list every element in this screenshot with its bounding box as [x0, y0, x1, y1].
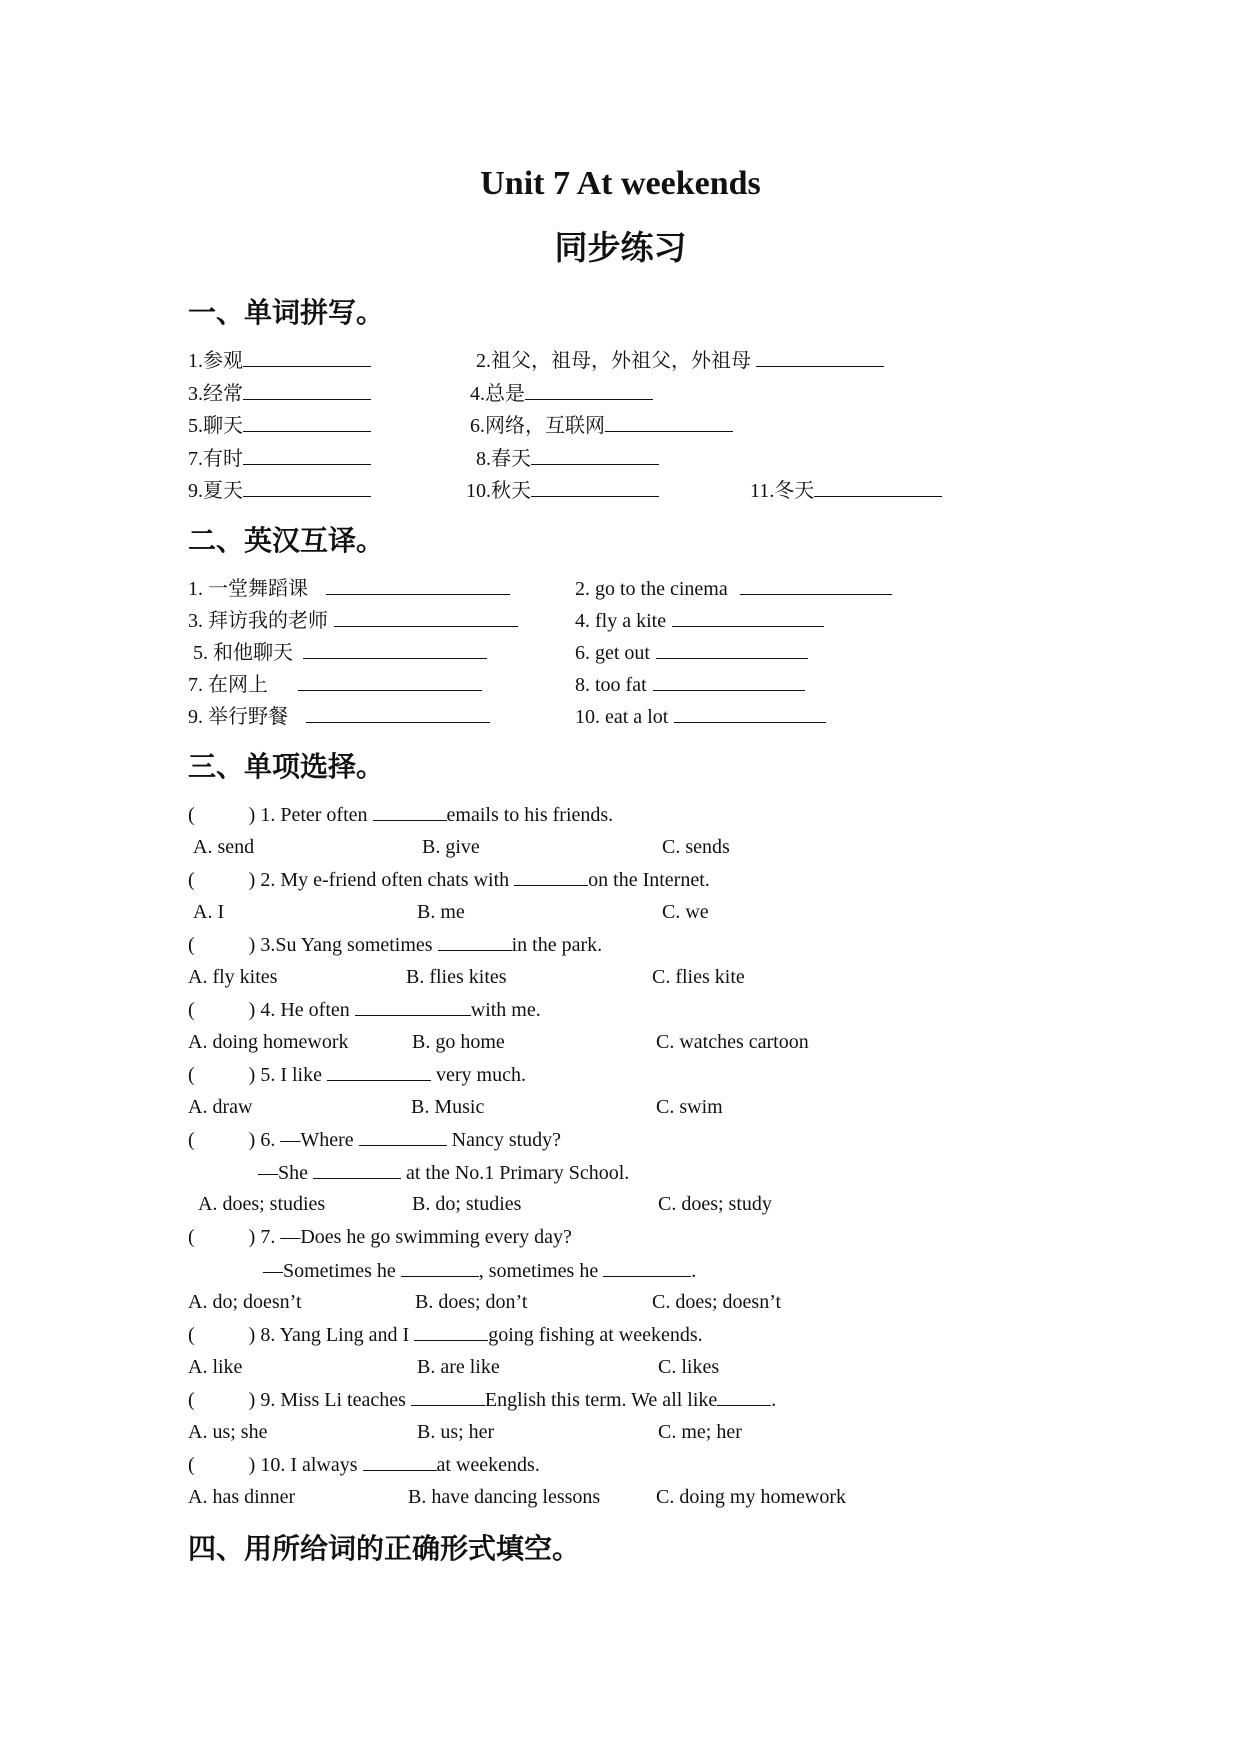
- question-6-line-2: —She at the No.1 Primary School.: [258, 1158, 629, 1187]
- question-6: ( ) 6. —Where Nancy study?: [188, 1125, 561, 1154]
- word-item-6: 6.网络，互联网: [470, 411, 733, 440]
- answer-blank[interactable]: [531, 476, 659, 497]
- q6-option-b[interactable]: B. do; studies: [412, 1193, 522, 1215]
- q3-option-a[interactable]: A. fly kites: [188, 966, 278, 988]
- answer-blank[interactable]: [243, 444, 371, 465]
- translate-item-7: 7. 在网上: [188, 670, 482, 699]
- answer-blank[interactable]: [355, 995, 471, 1016]
- q10-option-c[interactable]: C. doing my homework: [656, 1486, 846, 1508]
- q2-option-c[interactable]: C. we: [662, 901, 709, 923]
- q8-option-a[interactable]: A. like: [188, 1356, 243, 1378]
- question-1: ( ) 1. Peter often emails to his friends.: [188, 800, 613, 829]
- answer-blank[interactable]: [243, 476, 371, 497]
- answer-blank[interactable]: [306, 702, 490, 723]
- q1-option-c[interactable]: C. sends: [662, 836, 730, 858]
- q9-option-b[interactable]: B. us; her: [417, 1421, 495, 1443]
- question-7: ( ) 7. —Does he go swimming every day?: [188, 1226, 572, 1248]
- question-8: ( ) 8. Yang Ling and I going fishing at weekends.: [188, 1320, 703, 1349]
- section-4-heading: 四、用所给词的正确形式填空。: [188, 1532, 581, 1565]
- answer-blank[interactable]: [327, 1060, 431, 1081]
- translate-item-2: 2. go to the cinema: [575, 574, 892, 603]
- answer-blank[interactable]: [653, 670, 805, 691]
- q6-option-a[interactable]: A. does; studies: [198, 1193, 326, 1215]
- answer-blank[interactable]: [243, 411, 371, 432]
- translate-item-1: 1. 一堂舞蹈课: [188, 574, 510, 603]
- question-3: ( ) 3.Su Yang sometimes in the park.: [188, 930, 602, 959]
- word-item-1: 1.参观: [188, 346, 371, 375]
- word-item-11: 11.冬天: [750, 476, 942, 505]
- answer-blank[interactable]: [514, 865, 588, 886]
- translate-item-10: 10. eat a lot: [575, 702, 826, 731]
- q3-option-b[interactable]: B. flies kites: [406, 966, 507, 988]
- question-10: ( ) 10. I always at weekends.: [188, 1450, 540, 1479]
- answer-blank[interactable]: [531, 444, 659, 465]
- translate-item-6: 6. get out: [575, 638, 808, 667]
- answer-blank[interactable]: [359, 1125, 447, 1146]
- q3-option-c[interactable]: C. flies kite: [652, 966, 745, 988]
- q10-option-a[interactable]: A. has dinner: [188, 1486, 296, 1508]
- q9-option-a[interactable]: A. us; she: [188, 1421, 268, 1443]
- answer-blank[interactable]: [674, 702, 826, 723]
- word-item-4: 4.总是: [470, 379, 653, 408]
- q2-option-b[interactable]: B. me: [417, 901, 465, 923]
- word-item-7: 7.有时: [188, 444, 371, 473]
- page-title: Unit 7 At weekends: [480, 165, 761, 202]
- question-4: ( ) 4. He often with me.: [188, 995, 541, 1024]
- translate-item-5: 5. 和他聊天: [193, 638, 487, 667]
- answer-blank[interactable]: [363, 1450, 437, 1471]
- answer-blank[interactable]: [243, 346, 371, 367]
- section-1-heading: 一、单词拼写。: [188, 296, 385, 329]
- word-item-5: 5.聊天: [188, 411, 371, 440]
- translate-item-9: 9. 举行野餐: [188, 702, 490, 731]
- question-5: ( ) 5. I like very much.: [188, 1060, 526, 1089]
- answer-blank[interactable]: [814, 476, 942, 497]
- answer-blank[interactable]: [717, 1385, 771, 1406]
- q1-option-b[interactable]: B. give: [422, 836, 480, 858]
- q4-option-c[interactable]: C. watches cartoon: [656, 1031, 809, 1053]
- answer-blank[interactable]: [298, 670, 482, 691]
- q10-option-b[interactable]: B. have dancing lessons: [408, 1486, 601, 1508]
- q7-option-c[interactable]: C. does; doesn’t: [652, 1291, 782, 1313]
- q8-option-b[interactable]: B. are like: [417, 1356, 500, 1378]
- answer-blank[interactable]: [656, 638, 808, 659]
- word-item-3: 3.经常: [188, 379, 371, 408]
- answer-blank[interactable]: [373, 800, 447, 821]
- q8-option-c[interactable]: C. likes: [658, 1356, 720, 1378]
- q5-option-a[interactable]: A. draw: [188, 1096, 253, 1118]
- q7-option-a[interactable]: A. do; doesn’t: [188, 1291, 302, 1313]
- answer-blank[interactable]: [414, 1320, 488, 1341]
- q2-option-a[interactable]: A. I: [193, 901, 225, 923]
- translate-item-8: 8. too fat: [575, 670, 805, 699]
- q5-option-c[interactable]: C. swim: [656, 1096, 723, 1118]
- answer-blank[interactable]: [243, 379, 371, 400]
- translate-item-3: 3. 拜访我的老师: [188, 606, 518, 635]
- question-7-line-2: —Sometimes he , sometimes he .: [263, 1256, 696, 1285]
- q6-option-c[interactable]: C. does; study: [658, 1193, 772, 1215]
- answer-blank[interactable]: [740, 574, 892, 595]
- page-subtitle: 同步练习: [554, 228, 687, 267]
- answer-blank[interactable]: [334, 606, 518, 627]
- answer-blank[interactable]: [313, 1158, 401, 1179]
- translate-item-4: 4. fly a kite: [575, 606, 824, 635]
- answer-blank[interactable]: [603, 1256, 691, 1277]
- question-2: ( ) 2. My e-friend often chats with on the Internet.: [188, 865, 710, 894]
- answer-blank[interactable]: [672, 606, 824, 627]
- answer-blank[interactable]: [756, 346, 884, 367]
- word-item-8: 8.春天: [476, 444, 659, 473]
- q4-option-a[interactable]: A. doing homework: [188, 1031, 349, 1053]
- section-3-heading: 三、单项选择。: [188, 750, 385, 783]
- answer-blank[interactable]: [326, 574, 510, 595]
- q7-option-b[interactable]: B. does; don’t: [415, 1291, 528, 1313]
- question-9: ( ) 9. Miss Li teaches English this term. We all like .: [188, 1385, 776, 1414]
- answer-blank[interactable]: [303, 638, 487, 659]
- answer-blank[interactable]: [525, 379, 653, 400]
- word-item-10: 10.秋天: [466, 476, 659, 505]
- word-item-2: 2.祖父，祖母，外祖父，外祖母: [476, 346, 884, 375]
- answer-blank[interactable]: [411, 1385, 485, 1406]
- answer-blank[interactable]: [605, 411, 733, 432]
- answer-blank[interactable]: [438, 930, 512, 951]
- word-item-9: 9.夏天: [188, 476, 371, 505]
- q5-option-b[interactable]: B. Music: [411, 1096, 485, 1118]
- answer-blank[interactable]: [401, 1256, 479, 1277]
- q1-option-a[interactable]: A. send: [193, 836, 255, 858]
- q4-option-b[interactable]: B. go home: [412, 1031, 505, 1053]
- q9-option-c[interactable]: C. me; her: [658, 1421, 742, 1443]
- section-2-heading: 二、英汉互译。: [188, 524, 385, 557]
